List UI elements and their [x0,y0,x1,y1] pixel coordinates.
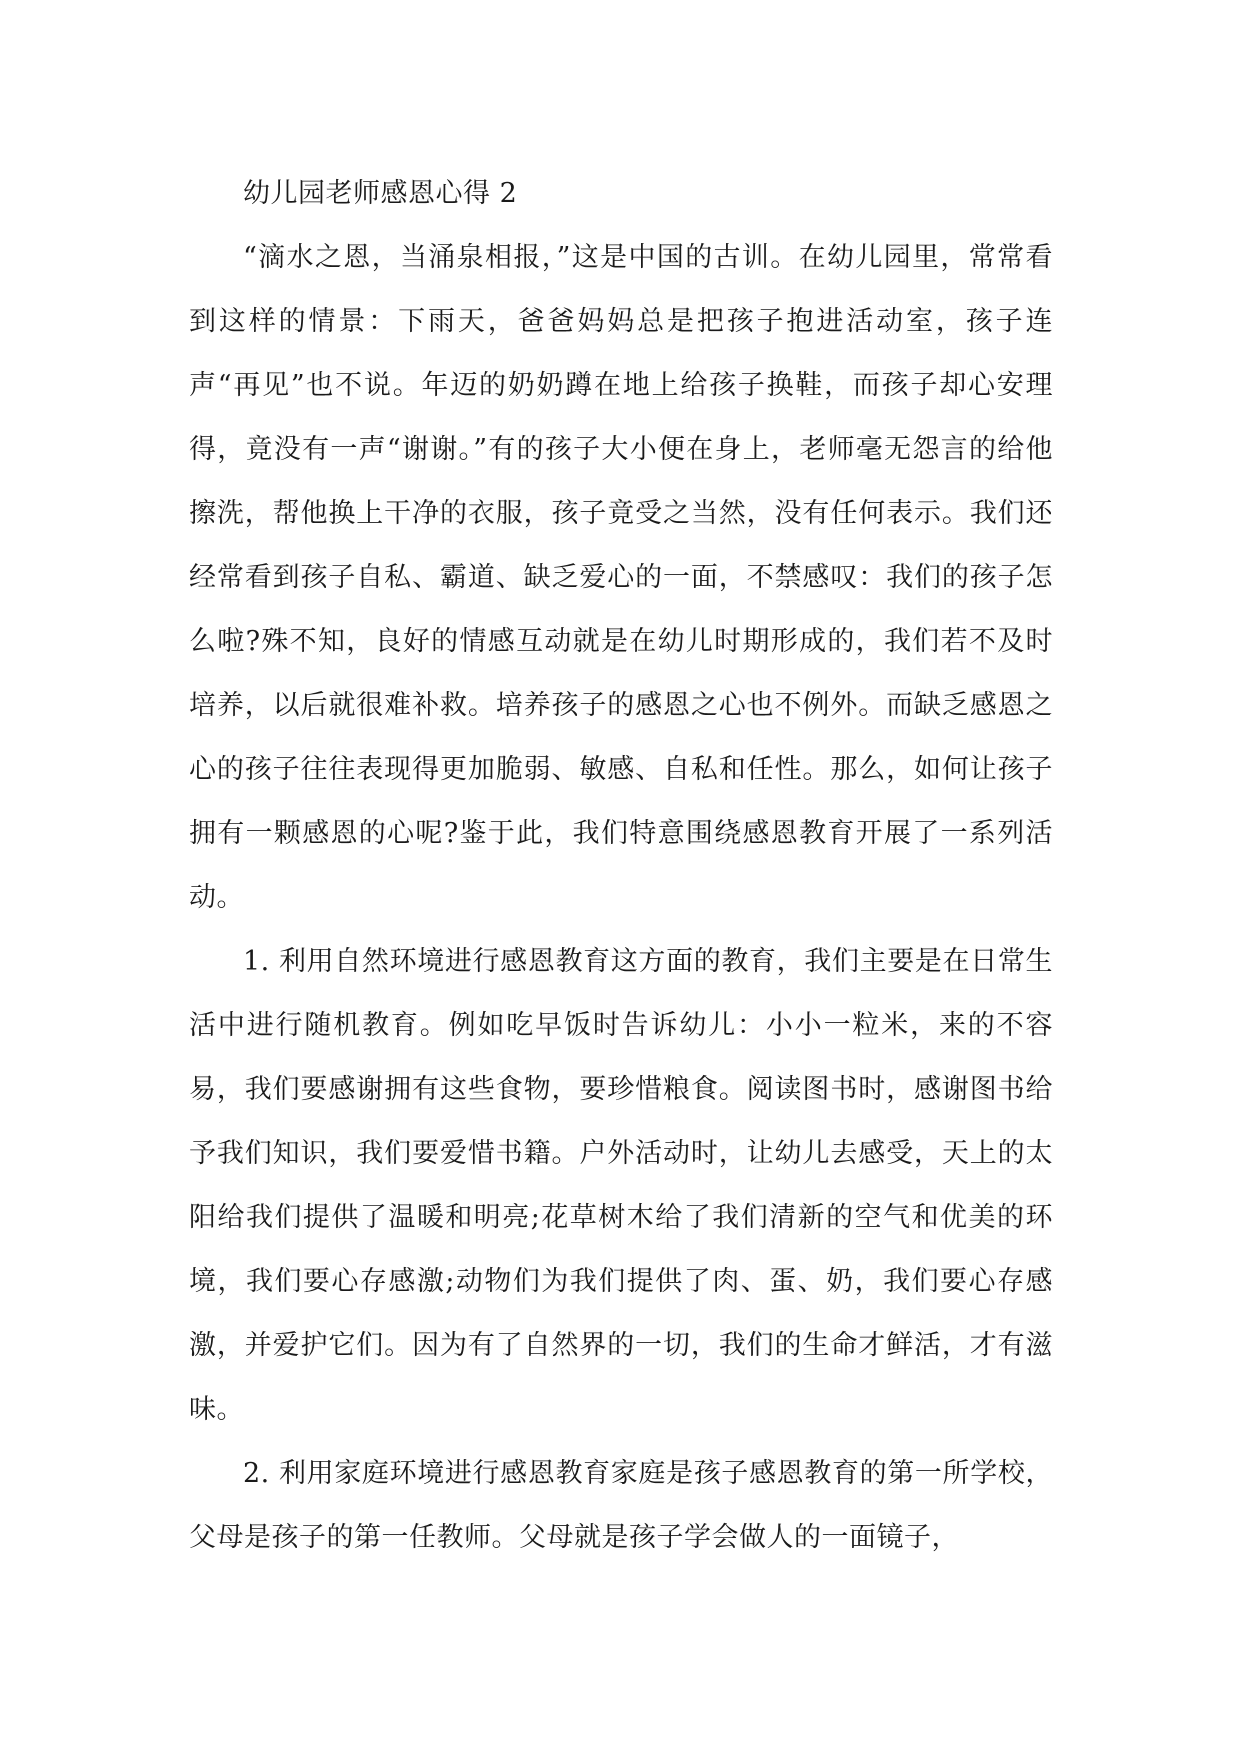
paragraph-item-1: 1. 利用自然环境进行感恩教育这方面的教育，我们主要是在日常生活中进行随机教育。例如吃早饭时告诉幼儿：小小一粒米，来的不容易，我们要感谢拥有这些食物，要珍惜粮食。阅读图书时，感谢图书给予我们知识，我们要爱惜书籍。户外活动时，让幼儿去感受，天上的太阳给我们提供了温暖和明亮;花草树木给了我们清新的空气和优美的环境，我们要心存感激;动物们为我们提供了肉、蛋、奶，我们要心存感激，并爱护它们。因为有了自然界的一切，我们的生命才鲜活，才有滋味。 [189,946,1053,1425]
document-title: 幼儿园老师感恩心得 2 [243,178,518,209]
paragraph-item-2: 2. 利用家庭环境进行感恩教育家庭是孩子感恩教育的第一所学校，父母是孩子的第一任教师。父母就是孩子学会做人的一面镜子， [189,1458,1053,1553]
document-body [189,162,1053,1570]
paragraph-intro: “滴水之恩，当涌泉相报，”这是中国的古训。在幼儿园里，常常看到这样的情景：下雨天，爸爸妈妈总是把孩子抱进活动室，孩子连声“再见”也不说。年迈的奶奶蹲在地上给孩子换鞋，而孩子却心安理得，竟没有一声“谢谢。”有的孩子大小便在身上，老师毫无怨言的给他擦洗，帮他换上干净的衣服，孩子竟受之当然，没有任何表示。我们还经常看到孩子自私、霸道、缺乏爱心的一面，不禁感叹：我们的孩子怎么啦?殊不知，良好的情感互动就是在幼儿时期形成的，我们若不及时培养，以后就很难补救。培养孩子的感恩之心也不例外。而缺乏感恩之心的孩子往往表现得更加脆弱、敏感、自私和任性。那么，如何让孩子拥有一颗感恩的心呢?鉴于此，我们特意围绕感恩教育开展了一系列活动。 [189,242,1053,913]
